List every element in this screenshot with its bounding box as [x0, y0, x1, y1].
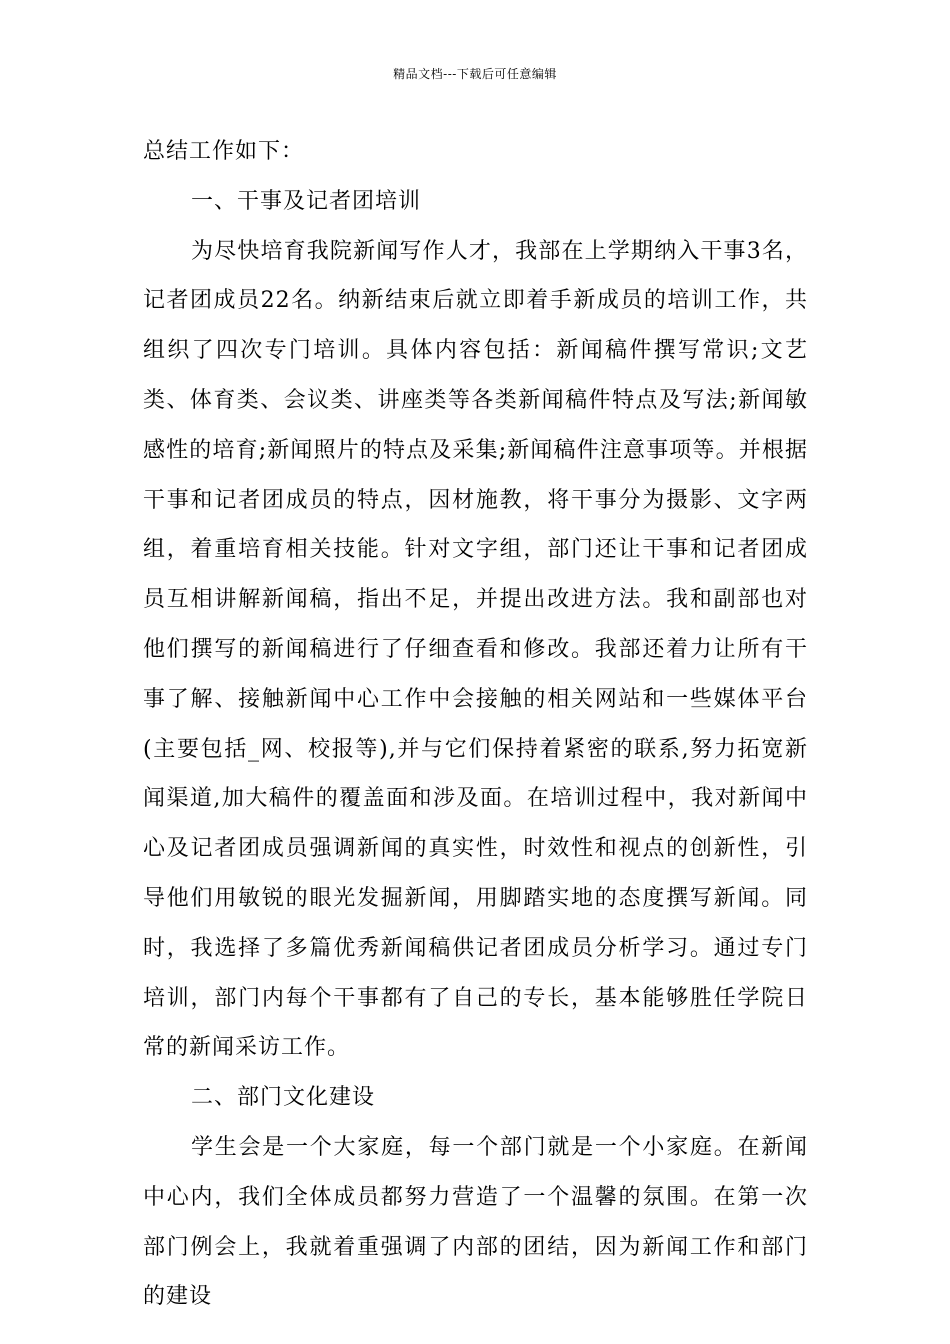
section-1-heading: 一、干事及记者团培训 [191, 188, 422, 214]
section-1-paragraph: 为尽快培育我院新闻写作人才，我部在上学期纳入干事3名，记者团成员22名。纳新结束后就立即着手新成员的培训工作，共组织了四次专门培训。具体内容包括：新闻稿件撰写常识;文艺类、体育类、会议类、讲座类等各类新闻稿件特点及写法;新闻敏感性的培育;新闻照片的特点及采集;新闻稿件注意事项等。并根据干事和记者团成员的特点，因材施教，将干事分为摄影、文字两组，着重培育相关技能。针对文字组，部门还让干事和记者团成员互相讲解新闻稿，指出不足，并提出改进方法。我和副部也对他们撰写的新闻稿进行了仔细查看和修改。我部还着力让所有干事了解、接触新闻中心工作中会接触的相关网站和一些媒体平台(主要包括_网、校报等),并与它们保持着紧密的联系,努力拓宽新闻渠道,加大稿件的覆盖面和涉及面。在培训过程中，我对新闻中心及记者团成员强调新闻的真实性，时效性和视点的创新性，引导他们用敏锐的眼光发掘新闻，用脚踏实地的态度撰写新闻。同时，我选择了多篇优秀新闻稿供记者团成员分析学习。通过专门培训，部门内每个干事都有了自己的专长，基本能够胜任学院日常的新闻采访工作。 [143, 238, 808, 1061]
page-header-note: 精品文档---下载后可任意编辑 [393, 67, 557, 81]
document-body [143, 127, 808, 1322]
section-2-paragraph: 学生会是一个大家庭，每一个部门就是一个小家庭。在新闻中心内，我们全体成员都努力营造了一个温馨的氛围。在第一次部门例会上，我就着重强调了内部的团结，因为新闻工作和部门的建设 [143, 1134, 808, 1310]
intro-line: 总结工作如下： [143, 139, 305, 164]
section-2-heading: 二、部门文化建设 [191, 1085, 376, 1111]
